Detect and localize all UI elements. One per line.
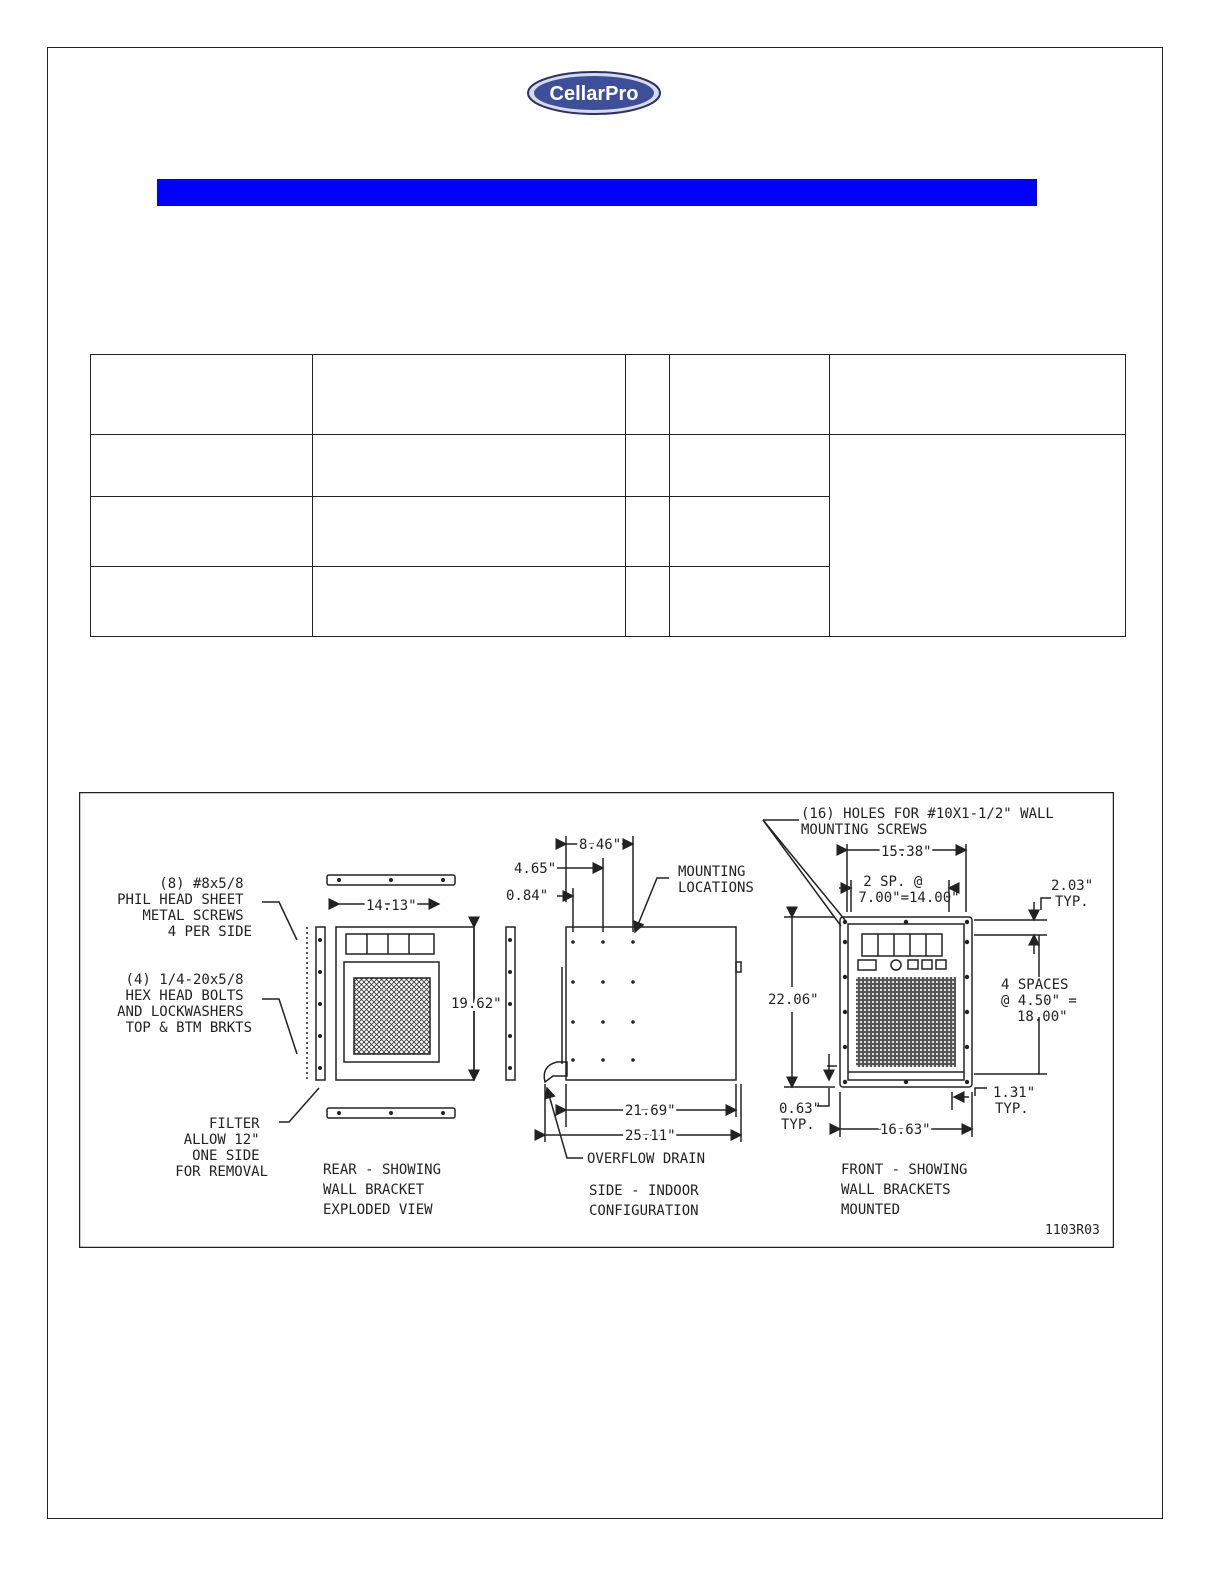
table-header-row — [91, 355, 1126, 435]
side-caption: SIDE - INDOOR CONFIGURATION — [589, 1183, 699, 1219]
front-dim-height: 22.06" — [768, 992, 819, 1008]
cellarpro-logo — [527, 71, 661, 115]
front-caption: FRONT - SHOWING WALL BRACKETS MOUNTED — [841, 1162, 968, 1218]
table-cell — [91, 355, 313, 435]
side-dim-small: 0.84" — [506, 888, 549, 904]
table-cell — [670, 355, 830, 435]
table-cell — [91, 497, 313, 567]
table-cell-merged — [830, 435, 1126, 637]
rear-height-dim: 19.62" — [451, 996, 502, 1012]
table-cell — [626, 355, 670, 435]
side-dim-top: 8.46" — [579, 837, 622, 853]
dimension-drawing — [79, 792, 1114, 1248]
table-cell — [830, 355, 1126, 435]
table-cell — [670, 497, 830, 567]
table-cell — [313, 567, 626, 637]
table-cell — [670, 567, 830, 637]
front-holes-note: (16) HOLES FOR #10X1-1/2" WALL MOUNTING SCREWS — [801, 806, 1054, 838]
table-cell — [313, 355, 626, 435]
front-dim-width-bottom: 16.63" — [880, 1122, 931, 1138]
table-cell — [626, 435, 670, 497]
front-dim-corner-bottom-right: 1.31" TYP. — [993, 1085, 1036, 1117]
side-drain-note: OVERFLOW DRAIN — [587, 1151, 706, 1167]
side-dim-depth: 21.69" — [625, 1103, 676, 1119]
table-row — [91, 435, 1126, 497]
front-spaces-note: 4 SPACES @ 4.50" = 18.00" — [1001, 977, 1077, 1025]
drawing-number: 1103R03 — [1045, 1223, 1100, 1238]
table-cell — [313, 435, 626, 497]
front-dim-corner-top: 2.03" TYP. — [1051, 878, 1094, 910]
table-cell — [626, 497, 670, 567]
rear-screws-note: (8) #8x5/8 PHIL HEAD SHEET METAL SCREWS 4 PER SIDE — [117, 876, 252, 940]
section-title-bar — [157, 179, 1037, 206]
side-mounting-note: MOUNTING LOCATIONS — [678, 864, 754, 896]
front-dim-corner-bottom-left: 0.63" TYP. — [779, 1101, 822, 1133]
side-dim-overall: 25.11" — [625, 1128, 676, 1144]
front-dim-width-top: 15.38" — [881, 844, 932, 860]
side-dim-mid: 4.65" — [514, 861, 557, 877]
logo-text: CellarPro — [549, 83, 639, 105]
table-cell — [91, 567, 313, 637]
rear-caption: REAR - SHOWING WALL BRACKET EXPLODED VIEW — [323, 1162, 442, 1218]
table-cell — [670, 435, 830, 497]
rear-width-dim: 14.13" — [366, 898, 417, 914]
rear-filter-note: FILTER ALLOW 12" ONE SIDE FOR REMOVAL — [175, 1116, 268, 1180]
page-border — [47, 47, 1163, 1519]
rear-bolts-note: (4) 1/4-20x5/8 HEX HEAD BOLTS AND LOCKWASHERS TOP & BTM BRKTS — [117, 972, 252, 1036]
table-cell — [626, 567, 670, 637]
front-spacing-note: 2 SP. @ 7.00"=14.00" — [858, 874, 960, 906]
spec-table — [90, 354, 1126, 637]
table-cell — [313, 497, 626, 567]
table-cell — [91, 435, 313, 497]
